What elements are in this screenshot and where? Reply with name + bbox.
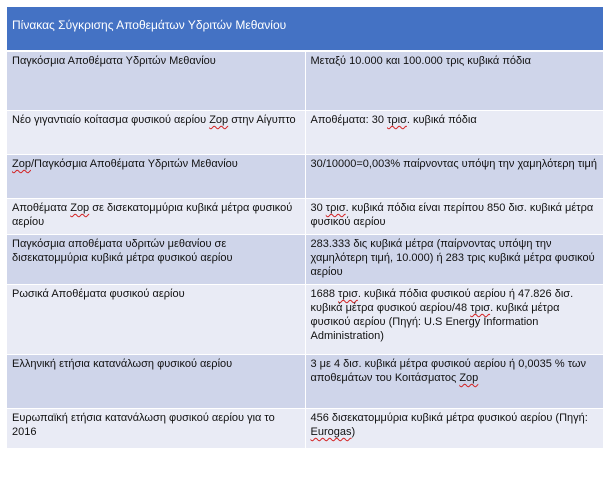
row-label: Ελληνική ετήσια κατανάλωση φυσικού αερίου [7,355,306,409]
row-value: 3 με 4 δισ. κυβικά μέτρα φυσικού αερίου ή 0,0035 % των αποθεμάτων του Κοιτάσματος Zop [305,355,604,409]
row-value: Μεταξύ 10.000 και 100.000 τρις κυβικά πόδια [305,51,604,111]
row-label: Ευρωπαϊκή ετήσια κατανάλωση φυσικού αερίου για το 2016 [7,409,306,449]
row-label: Αποθέματα Zop σε δισεκατομμύρια κυβικά μέτρα φυσικού αερίου [7,199,306,235]
table-row [7,285,604,355]
row-value: 1688 τρισ. κυβικά πόδια φυσικού αερίου ή 47.826 δισ. κυβικά μέτρα φυσικού αερίου/48 τρισ. κυβικά μέτρα φυσικού αερίου (Πηγή: U.S Energy Information Administration) [305,285,604,355]
row-value: 30 τρισ. κυβικά πόδια είναι περίπου 850 δισ. κυβικά μέτρα φυσικού αερίου [305,199,604,235]
row-value: 30/10000=0,003% παίρνοντας υπόψη την χαμηλότερη τιμή [305,155,604,199]
row-label: Zop/Παγκόσμια Αποθέματα Υδριτών Μεθανίου [7,155,306,199]
row-label: Νέο γιγαντιαίο κοίτασμα φυσικού αερίου Zop στην Αίγυπτο [7,111,306,155]
row-label: Ρωσικά Αποθέματα φυσικού αερίου [7,285,306,355]
table-row [7,51,604,111]
row-value: Αποθέματα: 30 τρισ. κυβικά πόδια [305,111,604,155]
table-row [7,111,604,155]
table-row [7,409,604,449]
table-row [7,199,604,235]
row-label: Παγκόσμια Αποθέματα Υδριτών Μεθανίου [7,51,306,111]
table-title: Πίνακας Σύγκρισης Αποθεμάτων Υδριτών Μεθανίου [7,7,604,51]
table-title-row [7,7,604,51]
table-row [7,355,604,409]
row-value: 456 δισεκατομμύρια κυβικά μέτρα φυσικού αερίου (Πηγή: Eurogas) [305,409,604,449]
row-label: Παγκόσμια αποθέματα υδριτών μεθανίου σε δισεκατομμύρια κυβικά μέτρα φυσικού αερίου [7,235,306,285]
table-row [7,235,604,285]
table-row [7,155,604,199]
comparison-table [6,6,604,449]
row-value: 283.333 δις κυβικά μέτρα (παίρνοντας υπόψη την χαμηλότερη τιμή, 10.000) ή 283 τρις κυβικά μέτρα φυσικού αερίου [305,235,604,285]
